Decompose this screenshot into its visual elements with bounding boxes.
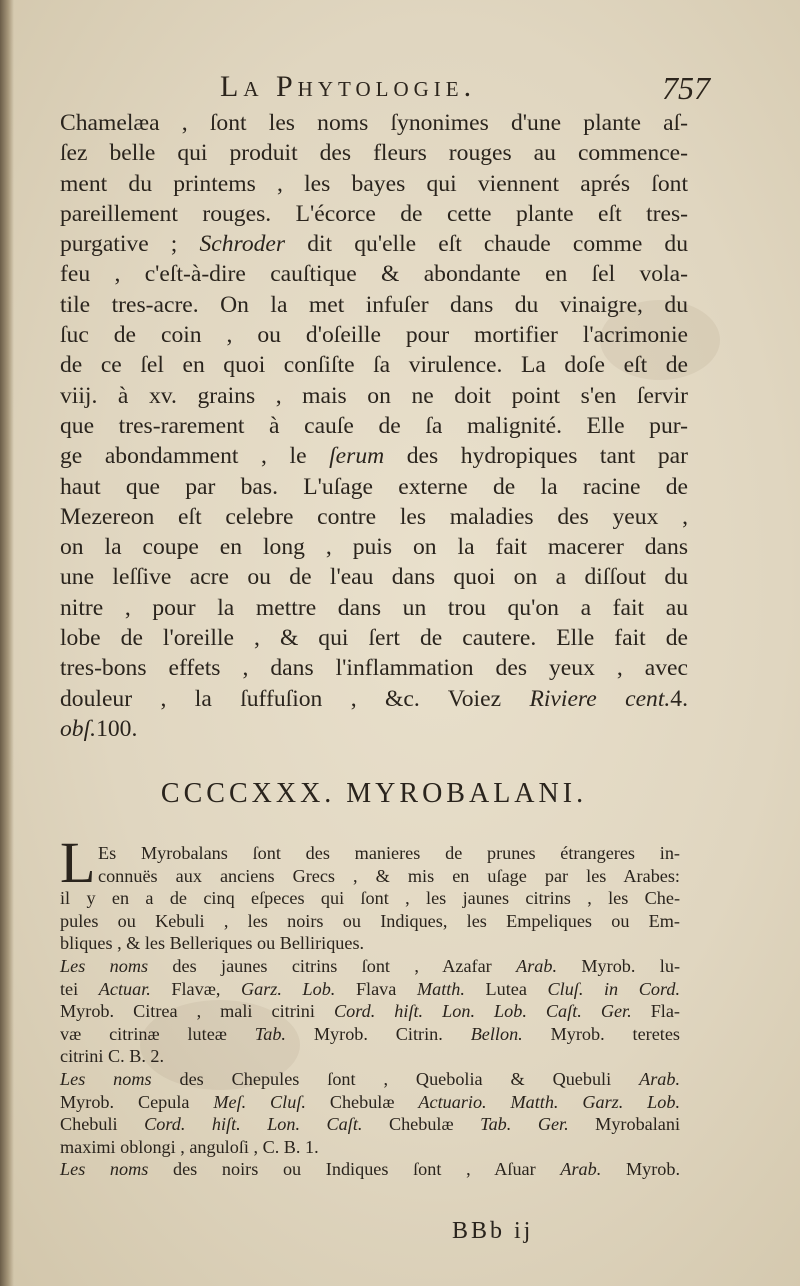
text-segment: ge abondamment , le [60,443,330,470]
italic-text: Tab. [254,1023,286,1044]
text-segment: Myrob. Cepula [60,1091,214,1112]
text-segment: Myrob. Citrea , mali citrini [60,1001,334,1022]
text-segment: tei [60,978,99,999]
text-segment: ment du printems , les bayes qui viennent aprés ſont [60,170,688,197]
text-segment: ſuc de coin , ou d'oſeille pour mortifier l'acrimonie [60,322,688,349]
text-line [60,1023,680,1046]
text-line [60,381,688,411]
text-segment: Myrob. lu- [557,955,681,976]
text-line [60,472,688,502]
text-segment: Es Myrobalans ſont des manieres de prunes étrangeres in- [98,843,680,863]
italic-text: Actuario. Matth. Garz. Lob. [418,1091,681,1112]
text-line [60,842,680,865]
text-segment: lobe de l'oreille , & qui ſert de cautere. Elle fait de [60,625,688,652]
page-number: 757 [662,70,710,106]
text-line [60,169,688,199]
signature-mark: BBb ij [452,1218,534,1244]
text-segment: pareillement rouges. L'écorce de cette plante eſt tres- [60,200,688,227]
text-segment: Chebulæ [362,1114,481,1135]
italic-text: Cord. hiſt. Lon. Caſt. [144,1114,363,1135]
text-line [60,411,688,441]
italic-text: Arab. [639,1068,681,1089]
text-segment: Lutea [464,978,548,999]
text-segment: on la coupe en long , puis on la fait macerer dans [60,534,688,561]
text-line [60,532,688,562]
text-segment: Myrob. teretes [522,1023,680,1044]
text-line [60,108,688,138]
italic-text: Arab. [560,1159,602,1180]
text-segment: viij. à xv. grains , mais on ne doit point s'en ſervir [60,382,688,409]
text-segment: Chebulæ [305,1091,419,1112]
text-line [60,1136,680,1159]
text-segment: il y en a de cinq eſpeces qui ſont , les jaunes citrins , les Che- [60,888,680,909]
text-line [60,320,688,350]
text-segment: douleur , la ſuffuſion , &c. Voiez [60,685,530,712]
italic-text: ſerum [329,443,385,470]
italic-text: Matth. [416,978,465,999]
text-segment: pules ou Kebuli , les noirs ou Indiques, les Empeliques ou Em- [60,910,680,931]
text-segment: maximi oblongi , anguloſi , C. B. 1. [60,1136,319,1157]
text-line [60,562,688,592]
text-line [60,932,680,955]
text-segment: væ citrinæ luteæ [60,1023,255,1044]
text-line [60,229,688,259]
italic-text: Les noms [60,1068,152,1089]
text-segment: que tres-rarement à cauſe de ſa malignité. Elle pur- [60,412,688,439]
text-segment: des jaunes citrins ſont , Azafar [148,955,517,976]
text-line [60,1113,680,1136]
text-segment: tile tres-acre. On la met infuſer dans du vinaigre, du [60,291,688,318]
text-line [60,138,688,168]
text-line [60,955,680,978]
text-line [60,865,680,888]
text-line [60,910,680,933]
text-line [60,502,688,532]
italic-text: Les noms [60,1159,149,1180]
book-spine-shadow [0,0,14,1286]
italic-text: Meſ. Cluſ. [213,1091,306,1112]
text-line [60,684,688,714]
text-segment: une leſſive acre ou de l'eau dans quoi on a diſſout du [60,564,688,591]
text-segment: Myrob. Citrin. [285,1023,471,1044]
drop-cap: L [60,830,96,895]
italic-text: Cord. hiſt. Lon. Lob. Caſt. Ger. [334,1001,632,1022]
text-segment: nitre , pour la mettre dans un trou qu'on a fait au [60,594,688,621]
italic-text: Arab. [516,955,558,976]
text-line [60,1000,680,1023]
section-heading: CCCCXXX. MYROBALANI. [160,778,588,809]
italic-text: Actuar. [98,978,151,999]
italic-text: Bellon. [470,1023,523,1044]
text-line [60,653,688,683]
text-segment: tres-bons effets , dans l'inflammation des yeux , avec [60,655,688,682]
text-segment: des Chepules ſont , Quebolia & Quebuli [151,1068,640,1089]
text-line [60,593,688,623]
text-segment: Flavæ, [150,978,241,999]
text-line [60,259,688,289]
italic-text: Tab. Ger. [480,1114,569,1135]
text-segment: Myrob. [601,1159,681,1180]
text-line [60,978,680,1001]
text-line [60,199,688,229]
text-segment: Myrobalani [568,1114,681,1135]
text-line [60,1045,680,1068]
text-segment: citrini C. B. 2. [60,1046,165,1067]
text-segment: 100. [96,715,138,742]
running-title: La Phytologie. [220,70,477,103]
text-segment: des noirs ou Indiques ſont , Aſuar [148,1159,561,1180]
text-line [60,350,688,380]
text-segment: Flava [335,978,417,999]
text-segment: 4. [670,685,688,712]
text-segment: Mezereon eſt celebre contre les maladies des yeux , [60,503,688,530]
text-segment: ſez belle qui produit des fleurs rouges au commence- [60,140,688,167]
main-paragraph [60,108,688,744]
italic-text: obſ. [60,715,97,742]
text-line [60,714,688,744]
italic-text: Garz. Lob. [240,978,336,999]
text-segment: connuës aux anciens Grecs , & mis en uſage par les Arabes: [98,865,680,886]
text-segment: de ce ſel en quoi conſiſte ſa virulence. La doſe eſt de [60,352,688,379]
text-segment: haut que par bas. L'uſage externe de la racine de [60,473,688,500]
italic-text: Cluſ. in Cord. [547,978,680,999]
italic-text: Les noms [60,955,149,976]
text-line [60,1068,680,1091]
text-line [60,623,688,653]
text-segment: Chamelæa , ſont les noms ſynonimes d'une plante aſ- [60,110,688,136]
text-line [60,1158,680,1181]
text-segment: Chebuli [60,1114,145,1135]
text-line [60,441,688,471]
text-segment: dit qu'elle eſt chaude comme du [285,231,689,258]
text-segment: feu , c'eſt-à-dire cauſtique & abondante en ſel vola- [60,261,688,288]
text-line [60,290,688,320]
myrobalani-entry [60,842,680,1181]
text-line [60,887,680,910]
text-segment: purgative ; [60,231,200,258]
text-segment: bliques , & les Belleriques ou Belliriques. [60,933,365,954]
text-segment: Fla- [631,1001,680,1022]
italic-text: Riviere cent. [529,685,671,712]
running-head [220,70,710,110]
italic-text: Schroder [199,231,286,258]
text-line [60,1091,680,1114]
text-segment: des hydropiques tant par [384,443,688,470]
